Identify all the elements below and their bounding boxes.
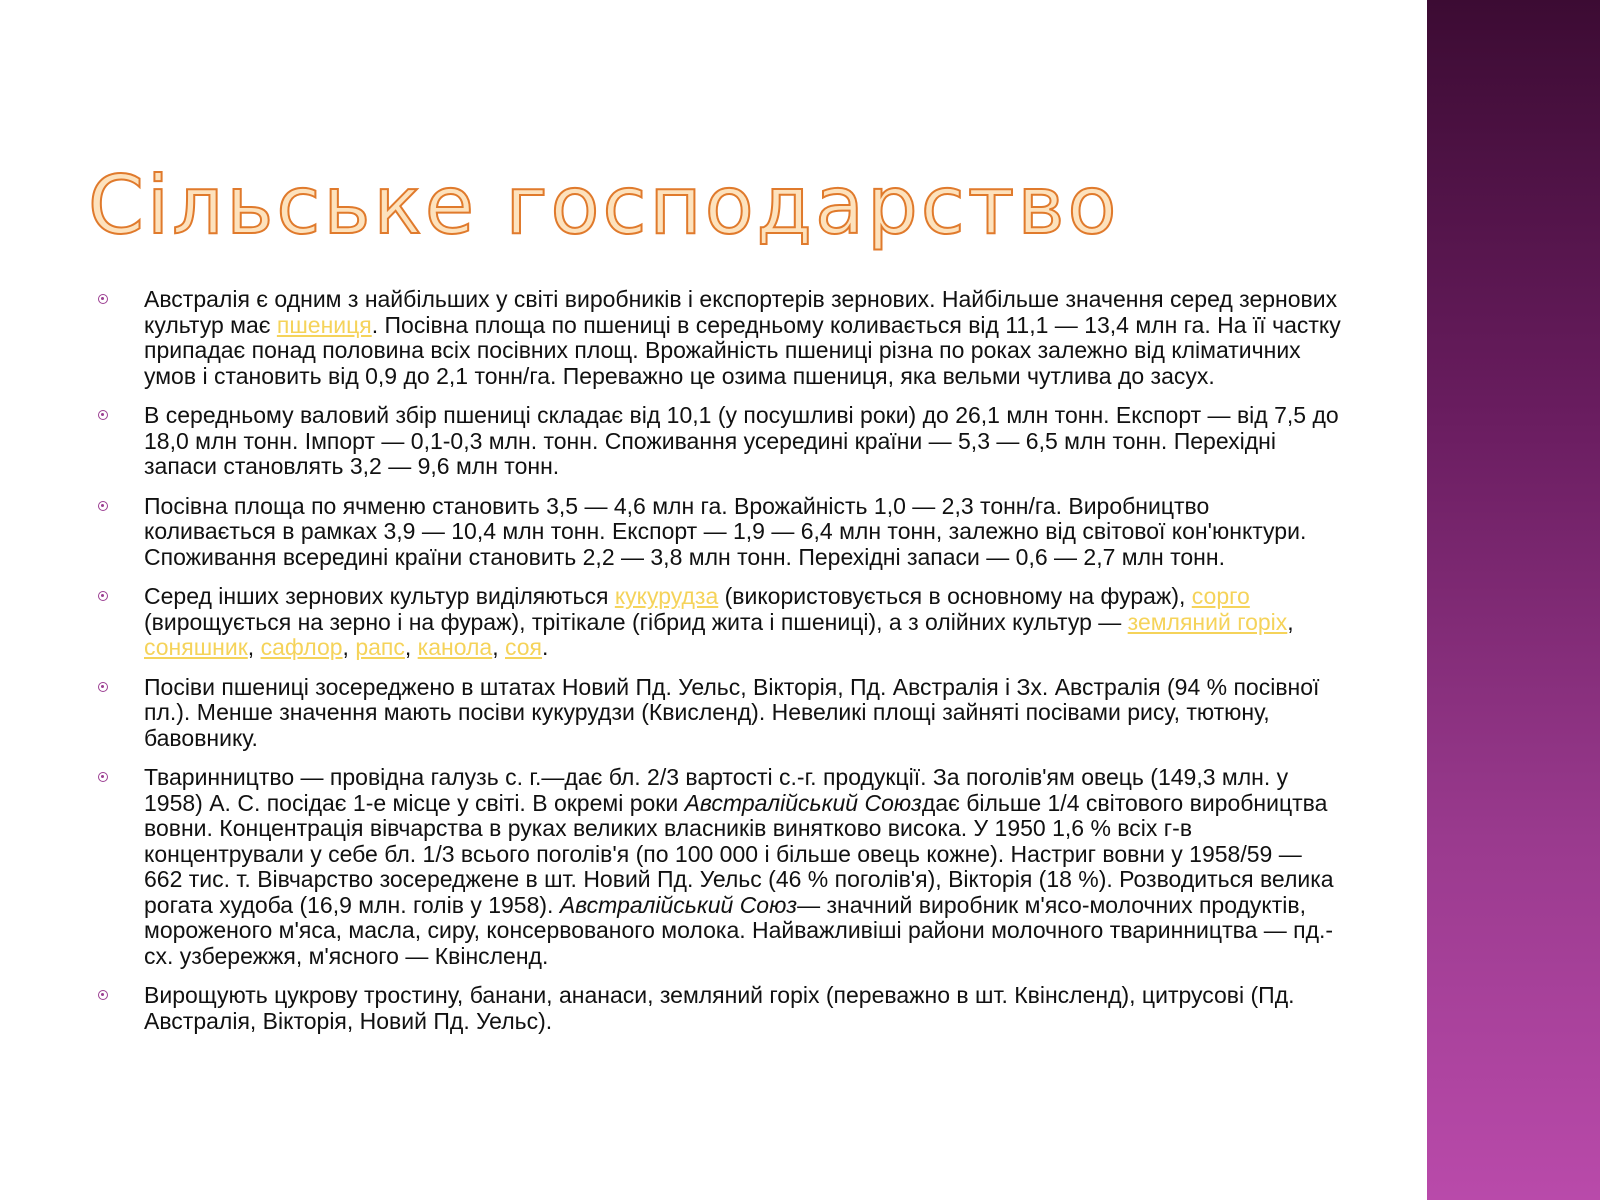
bullet-item-livestock bbox=[96, 765, 1341, 969]
bullet-text: (вирощується на зерно і на фураж), трітікале (гібрид жита і пшениці), а з олійних культур — bbox=[144, 608, 1128, 635]
link-rapeseed[interactable]: рапс bbox=[355, 634, 405, 660]
bullet-item-other-crops bbox=[96, 584, 1341, 661]
bullet-emphasis: Австралійський Союз bbox=[684, 789, 922, 816]
circle-bullet-icon bbox=[98, 682, 108, 692]
bullet-item-wheat-harvest bbox=[96, 403, 1341, 480]
separator: , bbox=[1287, 608, 1294, 635]
circle-bullet-icon bbox=[98, 990, 108, 1000]
bullet-item-wheat-regions bbox=[96, 675, 1341, 752]
bullet-item-wheat bbox=[96, 287, 1341, 389]
circle-bullet-icon bbox=[98, 410, 108, 420]
bullet-text: дає більше 1/4 світового виробництва вовни. Концентрація вівчарства в руках великих власників винятково висока. У 1950 1,6 % всіх г-в концентрували у себе бл. 1/3 всього поголів'я (по 100 000 і більше овець кожне). Настриг вовни у 1958/59 — 662 тис. т. Вівчарство зосереджене в шт. Новий Пд. Уельс (46 % поголів'я), Вікторія (18 %). Розводиться велика рогата худоба (16,9 млн. голів у 1958). bbox=[144, 789, 1334, 918]
bullet-text: В середньому валовий збір пшениці складає від 10,1 (у посушливі роки) до 26,1 млн тонн. Експорт — від 7,5 до 18,0 млн тонн. Імпорт — 0,1-0,3 млн. тонн. Споживання усередині країни — 5,3 — 6,5 млн тонн. Перехідні запаси становлять 3,2 — 9,6 млн тонн. bbox=[144, 402, 1339, 479]
link-canola[interactable]: канола bbox=[417, 634, 493, 660]
link-sunflower[interactable]: соняшник bbox=[144, 634, 248, 660]
link-corn[interactable]: кукурудза bbox=[614, 583, 719, 609]
bullet-text: Серед інших зернових культур виділяються bbox=[144, 583, 615, 609]
circle-bullet-icon bbox=[98, 294, 108, 304]
separator: , bbox=[404, 634, 418, 660]
bullet-item-barley bbox=[96, 494, 1341, 571]
separator: , bbox=[342, 634, 356, 660]
slide-title: Сільське господарство bbox=[88, 159, 1120, 252]
link-peanut[interactable]: земляний горіх bbox=[1127, 608, 1288, 635]
bullet-text: Посіви пшениці зосереджено в штатах Новий Пд. Уельс, Вікторія, Пд. Австралія і Зх. Австралія (94 % посівної пл.). Менше значення мають посіви кукурудзи (Квисленд). Невеликі площі зайняті посівами рису, тютюну, бавовнику. bbox=[144, 673, 1320, 751]
link-sorghum[interactable]: сорго bbox=[1191, 583, 1250, 609]
bullet-emphasis: Австралійський Союз bbox=[559, 891, 798, 918]
circle-bullet-icon bbox=[98, 772, 108, 782]
bullet-text: Посівна площа по ячменю становить 3,5 — 4,6 млн га. Врожайність 1,0 — 2,3 тонн/га. Виробництво коливається в рамках 3,9 — 10,4 млн тонн. Експорт — 1,9 — 6,4 млн тонн, залежно від світової кон'юнктури. Споживання всередині країни становить 2,2 — 3,8 млн тонн. Перехідні запаси — 0,6 — 2,7 млн тонн. bbox=[144, 492, 1307, 570]
bullet-text: (використовується в основному на фураж), bbox=[718, 583, 1192, 609]
link-safflower[interactable]: сафлор bbox=[260, 634, 343, 660]
link-soy[interactable]: соя bbox=[505, 634, 543, 660]
bullet-text: — значний виробник м'ясо-молочних продуктів, мороженого м'яса, масла, сиру, консервованого молока. Найважливіші райони молочного тваринництва — пд.-сх. узбережжя, м'ясного — Квінсленд. bbox=[144, 891, 1334, 969]
bullet-text: . bbox=[542, 634, 549, 660]
separator: , bbox=[492, 634, 505, 660]
bullet-item-sugarcane bbox=[96, 983, 1341, 1034]
bullet-text: Австралія є одним з найбільших у світі виробників і експортерів зернових. Найбільше значення серед зернових культур має bbox=[144, 286, 1338, 338]
bullet-text: Тваринництво — провідна галузь с. г.—дає бл. 2/3 вартості с.-г. продукції. За поголів'ям овець (149,3 млн. у 1958) А. С. посідає 1-е місце у світі. В окремі роки bbox=[144, 764, 1289, 816]
side-decoration-band bbox=[1427, 0, 1600, 1200]
bullet-text: . Посівна площа по пшениці в середньому коливається від 11,1 — 13,4 млн га. На її частку припадає понад половина всіх посівних площ. Врожайність пшениці різна по роках залежно від кліматичних умов і становить від 0,9 до 2,1 тонн/га. Переважно це озима пшениця, яка вельми чутлива до засух. bbox=[144, 311, 1341, 389]
bullet-text: Вирощують цукрову тростину, банани, ананаси, земляний горіх (переважно в шт. Квінсленд), цитрусові (Пд. Австралія, Вікторія, Новий Пд. Уельс). bbox=[144, 982, 1295, 1034]
separator: , bbox=[247, 634, 261, 660]
circle-bullet-icon bbox=[98, 501, 108, 511]
bullet-list bbox=[96, 287, 1341, 1048]
link-wheat[interactable]: пшениця bbox=[276, 311, 372, 338]
circle-bullet-icon bbox=[98, 591, 108, 601]
